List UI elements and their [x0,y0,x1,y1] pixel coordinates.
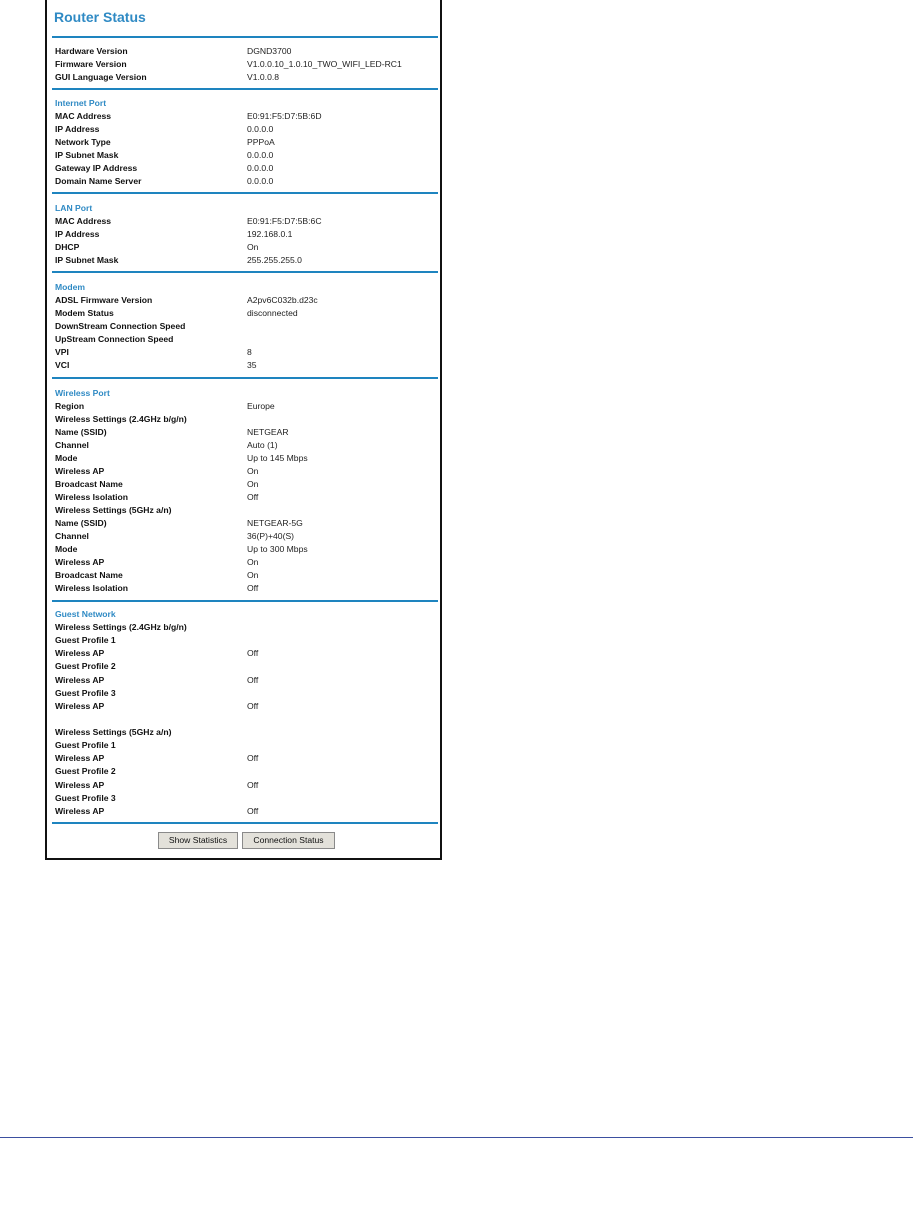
row-label: Wireless AP [55,557,105,567]
row-value: Off [247,780,259,790]
row-mac-address [55,215,435,228]
row-value: Off [247,675,259,685]
row-value: 0.0.0.0 [247,150,274,160]
row-label: IP Subnet Mask [55,150,119,160]
row-label: Wireless AP [55,675,105,685]
row-hardware-version [55,45,435,58]
row-wireless-ap [55,779,435,792]
section-divider [52,192,438,194]
row-value: Up to 145 Mbps [247,453,308,463]
row-dhcp [55,241,435,254]
row-name-ssid [55,426,435,439]
row-value: V1.0.0.8 [247,72,280,82]
row-ip-subnet-mask [55,254,435,267]
row-wireless-settings-5ghz [55,726,435,739]
row-label: DownStream Connection Speed [55,321,186,331]
row-vci [55,359,435,372]
section-divider [52,271,438,273]
row-label: Hardware Version [55,46,128,56]
page-title: Router Status [54,9,146,25]
section-divider [52,36,438,38]
row-broadcast-name [55,478,435,491]
row-label: Wireless Settings (5GHz a/n) [55,727,172,737]
row-mode [55,543,435,556]
row-label: Guest Profile 2 [55,766,116,776]
row-wireless-settings-24ghz [55,621,435,634]
row-firmware-version [55,58,435,71]
row-label: Name (SSID) [55,518,107,528]
row-label: Name (SSID) [55,427,107,437]
row-label: VPI [55,347,69,357]
row-wireless-ap [55,647,435,660]
section-heading: Guest Network [55,609,116,619]
row-label: Wireless AP [55,648,105,658]
row-value: 35 [247,360,257,370]
row-wireless-ap [55,465,435,478]
connection-status-button[interactable]: Connection Status [242,832,335,849]
row-label: Mode [55,453,78,463]
row-value: E0:91:F5:D7:5B:6C [247,216,322,226]
row-label: Network Type [55,137,111,147]
row-gateway-ip-address [55,162,435,175]
row-wireless-settings-24ghz [55,413,435,426]
section-heading: LAN Port [55,203,93,213]
row-ip-address [55,123,435,136]
row-value: A2pv6C032b.d23c [247,295,318,305]
row-mac-address [55,110,435,123]
row-value: NETGEAR-5G [247,518,303,528]
row-domain-name-server [55,175,435,188]
row-label: Gateway IP Address [55,163,138,173]
row-label: Mode [55,544,78,554]
row-wireless-ap [55,805,435,818]
row-broadcast-name [55,569,435,582]
row-network-type [55,136,435,149]
row-guest-profile-1 [55,739,435,752]
row-label: Wireless AP [55,701,105,711]
show-statistics-button[interactable]: Show Statistics [158,832,238,849]
row-label: UpStream Connection Speed [55,334,174,344]
row-label: DHCP [55,242,80,252]
row-label: Broadcast Name [55,570,123,580]
row-value: On [247,570,259,580]
row-value: NETGEAR [247,427,289,437]
row-wireless-settings-5ghz [55,504,435,517]
row-gui-language-version [55,71,435,84]
row-label: Domain Name Server [55,176,142,186]
section-heading-lan-port [55,202,435,215]
row-label: IP Address [55,229,100,239]
section-divider [52,600,438,602]
row-label: Channel [55,531,89,541]
row-value: V1.0.0.10_1.0.10_TWO_WIFI_LED-RC1 [247,59,402,69]
row-value: Europe [247,401,275,411]
section-heading: Modem [55,282,86,292]
row-modem-status [55,307,435,320]
row-value: 0.0.0.0 [247,163,274,173]
row-value: Off [247,753,259,763]
row-value: On [247,466,259,476]
row-value: PPPoA [247,137,275,147]
row-value: 36(P)+40(S) [247,531,295,541]
row-label: Wireless Settings (2.4GHz b/g/n) [55,622,187,632]
row-value: Off [247,648,259,658]
row-guest-profile-3 [55,687,435,700]
row-label: Wireless AP [55,780,105,790]
row-guest-profile-3 [55,792,435,805]
row-name-ssid [55,517,435,530]
row-label: Guest Profile 2 [55,661,116,671]
row-value: Off [247,492,259,502]
row-value: Auto (1) [247,440,278,450]
row-guest-profile-2 [55,660,435,673]
section-divider [52,822,438,824]
row-wireless-isolation [55,491,435,504]
section-heading: Wireless Port [55,388,110,398]
row-label: Wireless Settings (5GHz a/n) [55,505,172,515]
section-heading-modem [55,281,435,294]
row-wireless-isolation [55,582,435,595]
row-wireless-ap [55,556,435,569]
row-label: Guest Profile 1 [55,740,116,750]
row-wireless-ap [55,752,435,765]
row-adsl-firmware-version [55,294,435,307]
section-divider [52,377,438,379]
row-label: Wireless AP [55,753,105,763]
row-ip-subnet-mask [55,149,435,162]
section-heading-guest-network [55,608,435,621]
row-wireless-ap [55,674,435,687]
row-label: Wireless Isolation [55,583,128,593]
row-vpi [55,346,435,359]
row-value: Off [247,701,259,711]
button-bar [47,832,440,850]
row-value: DGND3700 [247,46,292,56]
row-label: Guest Profile 3 [55,688,116,698]
row-mode [55,452,435,465]
section-heading-internet-port [55,97,435,110]
row-value: 8 [247,347,252,357]
section-heading: Internet Port [55,98,107,108]
row-label: Guest Profile 3 [55,793,116,803]
row-channel [55,439,435,452]
section-divider [52,88,438,90]
row-label: Wireless Settings (2.4GHz b/g/n) [55,414,187,424]
row-label: IP Subnet Mask [55,255,119,265]
row-value: On [247,479,259,489]
row-label: MAC Address [55,111,112,121]
row-label: GUI Language Version [55,72,147,82]
row-label: VCI [55,360,70,370]
row-label: Broadcast Name [55,479,123,489]
row-label: Wireless AP [55,806,105,816]
row-value: E0:91:F5:D7:5B:6D [247,111,322,121]
row-downstream-connection-speed [55,320,435,333]
row-value: 0.0.0.0 [247,124,274,134]
row-guest-profile-2 [55,765,435,778]
row-value: 255.255.255.0 [247,255,302,265]
row-value: disconnected [247,308,298,318]
row-value: On [247,242,259,252]
row-wireless-ap [55,700,435,713]
row-label: Wireless AP [55,466,105,476]
row-label: IP Address [55,124,100,134]
row-label: Modem Status [55,308,114,318]
row-value: Up to 300 Mbps [247,544,308,554]
row-label: Region [55,401,85,411]
row-value: 0.0.0.0 [247,176,274,186]
row-upstream-connection-speed [55,333,435,346]
row-channel [55,530,435,543]
row-label: Wireless Isolation [55,492,128,502]
row-label: Firmware Version [55,59,127,69]
row-value: 192.168.0.1 [247,229,293,239]
row-label: ADSL Firmware Version [55,295,153,305]
row-region [55,400,435,413]
row-ip-address [55,228,435,241]
row-value: Off [247,806,259,816]
row-value: Off [247,583,259,593]
row-label: Guest Profile 1 [55,635,116,645]
row-label: Channel [55,440,89,450]
row-label: MAC Address [55,216,112,226]
page-bottom-rule [0,1137,913,1138]
row-value: On [247,557,259,567]
row-guest-profile-1 [55,634,435,647]
router-status-panel [45,0,442,860]
section-heading-wireless-port [55,387,435,400]
